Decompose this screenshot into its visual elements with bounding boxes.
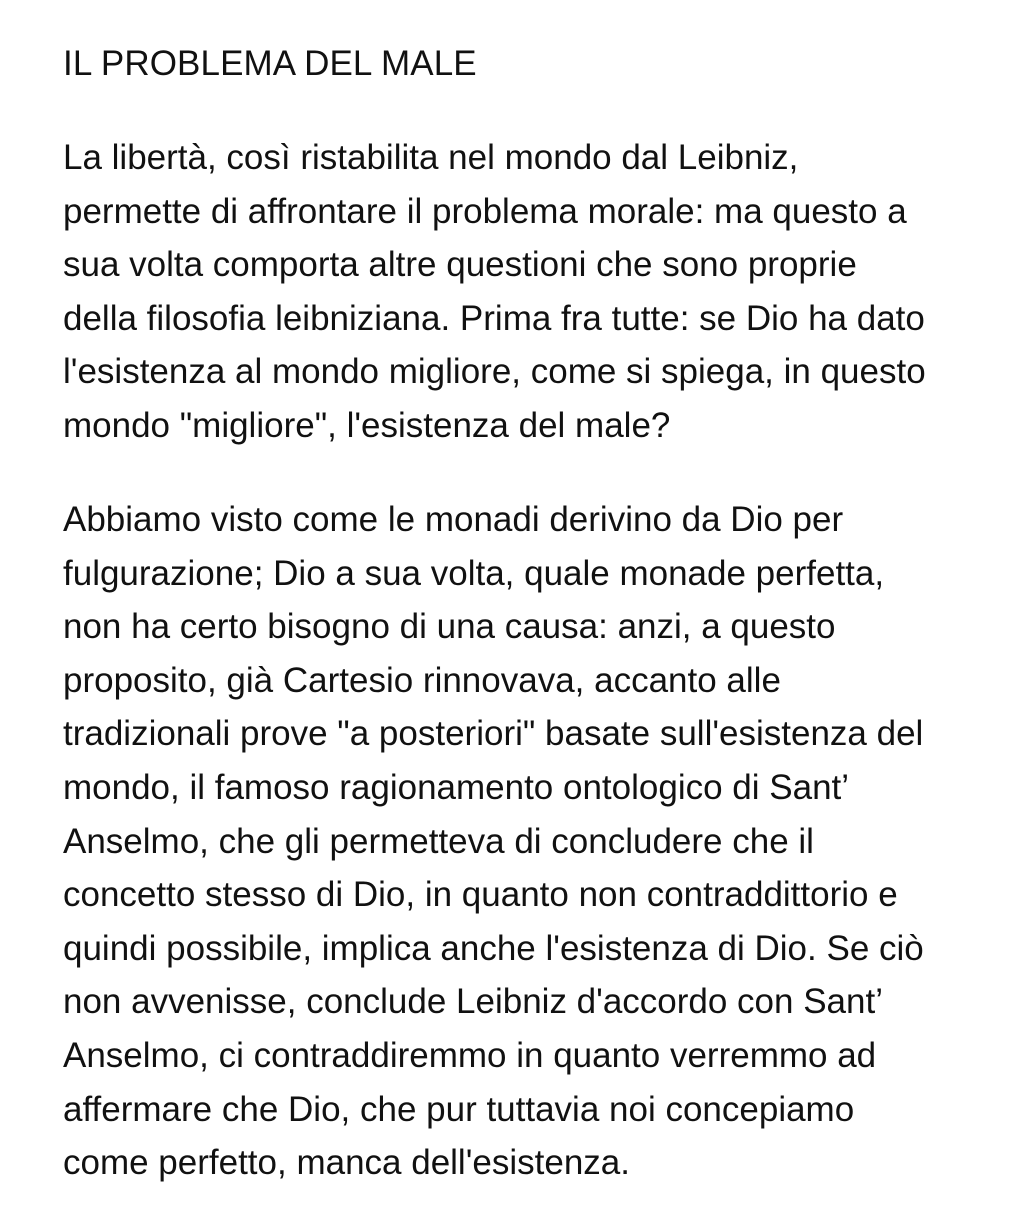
text-line: proposito, già Cartesio rinnovava, accanto alle: [63, 660, 781, 700]
text-line: sua volta comporta altre questioni che sono proprie: [63, 245, 857, 285]
text-line: della filosofia leibniziana. Prima fra tutte: se Dio ha dato: [63, 298, 925, 338]
document-title: IL PROBLEMA DEL MALE: [63, 44, 477, 83]
text-line: non ha certo bisogno di una causa: anzi, a questo: [63, 607, 836, 647]
text-line: quindi possibile, implica anche l'esistenza di Dio. Se ciò: [63, 928, 924, 968]
paragraph-1: [63, 131, 1018, 453]
text-line: tradizionali prove "a posteriori" basate sull'esistenza del: [63, 714, 924, 754]
text-line: non avvenisse, conclude Leibniz d'accordo con Sant’: [63, 982, 883, 1022]
text-line: affermare che Dio, che pur tuttavia noi concepiamo: [63, 1089, 855, 1129]
text-line: Anselmo, ci contraddiremmo in quanto verremmo ad: [63, 1035, 877, 1075]
text-line: l'esistenza al mondo migliore, come si spiega, in questo: [63, 352, 926, 392]
text-line: mondo, il famoso ragionamento ontologico di Sant’: [63, 767, 850, 807]
text-line: Anselmo, che gli permetteva di concludere che il: [63, 821, 814, 861]
text-line: La libertà, così ristabilita nel mondo dal Leibniz,: [63, 138, 799, 177]
text-line: come perfetto, manca dell'esistenza.: [63, 1143, 630, 1183]
text-line: mondo "migliore", l'esistenza del male?: [63, 405, 671, 445]
text-line: permette di affrontare il problema morale: ma questo a: [63, 191, 907, 231]
paragraph-2: [63, 493, 1018, 1190]
text-line: fulgurazione; Dio a sua volta, quale monade perfetta,: [63, 553, 885, 593]
text-line: Abbiamo visto come le monadi derivino da Dio per: [63, 500, 844, 539]
text-line: concetto stesso di Dio, in quanto non contraddittorio e: [63, 875, 898, 915]
